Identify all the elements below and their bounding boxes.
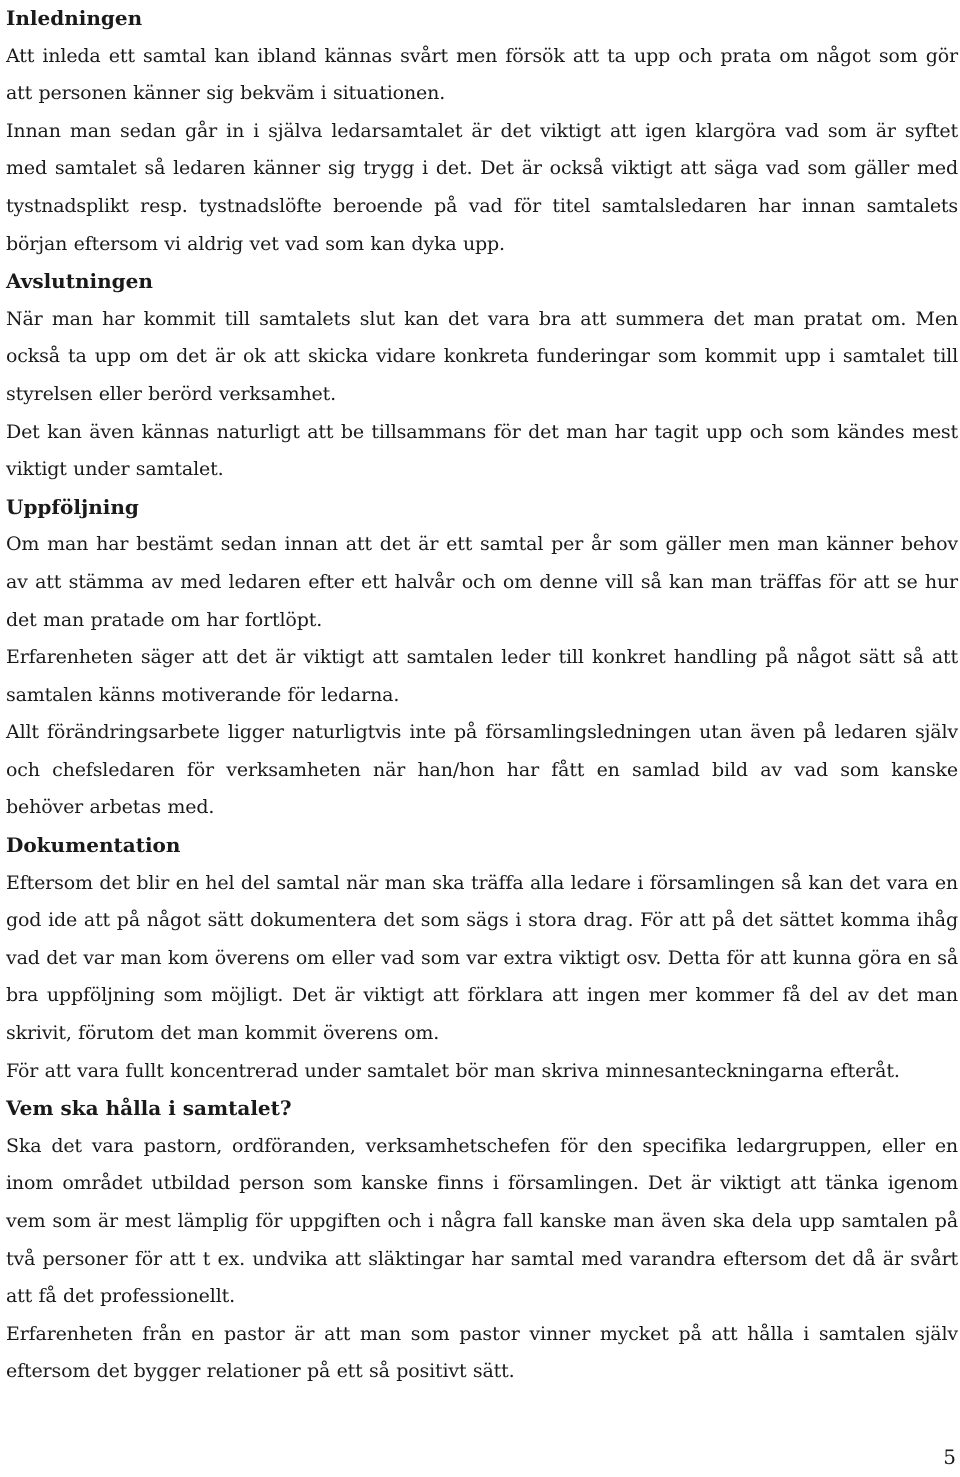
section-uppfoljning: [6, 489, 958, 827]
document-page: [6, 0, 958, 1391]
section-heading: Inledningen: [6, 6, 143, 30]
section-heading: Avslutningen: [6, 269, 153, 294]
section-heading: Dokumentation: [6, 833, 181, 858]
paragraph: Om man har bestämt sedan innan att det är ett samtal per år som gäller men man känner behov av att stämma av med ledaren efter ett halvår och om denne vill så kan man träffas för att se hur det man pratade om har fortlöpt.: [6, 533, 958, 631]
paragraph: Eftersom det blir en hel del samtal när man ska träffa alla ledare i församlingen så kan det vara en god ide att på något sätt dokumentera det som sägs i stora drag. För att på det sättet komma ihåg vad det var man kom överens om eller vad som var extra viktigt osv. Detta för att kunna göra en så bra uppföljning som möjligt. Det är viktigt att förklara att ingen mer kommer få del av det man skrivit, förutom det man kommit överens om.: [6, 871, 958, 1045]
page-number: 5: [943, 1445, 956, 1469]
paragraph: Allt förändringsarbete ligger naturligtvis inte på församlingsledningen utan även på ledaren själv och chefsledaren för verksamheten när han/hon har fått en samlad bild av vad som kanske behöver arbetas med.: [6, 721, 958, 819]
section-heading: Uppföljning: [6, 494, 139, 519]
section-vem-ska-halla-i-samtalet: [6, 1090, 958, 1391]
paragraph: Ska det vara pastorn, ordföranden, verksamhetschefen för den specifika ledargruppen, eller en inom området utbildad person som kanske finns i församlingen. Det är viktigt att tänka igenom vem som är mest lämplig för uppgiften och i några fall kanske man även ska dela upp samtalen på två personer för att t ex. undvika att släktingar har samtal med varandra eftersom det då är svårt att få det professionellt.: [6, 1134, 958, 1308]
paragraph: Erfarenheten säger att det är viktigt att samtalen leder till konkret handling på något sätt så att samtalen känns motiverande för ledarna.: [6, 646, 958, 706]
section-dokumentation: [6, 827, 958, 1090]
paragraph: Det kan även kännas naturligt att be tillsammans för det man har tagit upp och som kändes mest viktigt under samtalet.: [6, 420, 958, 481]
section-heading: Vem ska hålla i samtalet?: [6, 1096, 292, 1121]
paragraph: När man har kommit till samtalets slut kan det vara bra att summera det man pratat om. Men också ta upp om det är ok att skicka vidare konkreta funderingar som kommit upp i samtalet till styrelsen eller berörd verksamhet.: [6, 307, 958, 405]
section-inledningen: [6, 0, 958, 263]
paragraph: Att inleda ett samtal kan ibland kännas svårt men försök att ta upp och prata om något som gör att personen känner sig bekväm i situationen.: [6, 44, 958, 105]
paragraph: Erfarenheten från en pastor är att man som pastor vinner mycket på att hålla i samtalen själv eftersom det bygger relationer på ett så positivt sätt.: [6, 1322, 958, 1383]
paragraph: Innan man sedan går in i själva ledarsamtalet är det viktigt att igen klargöra vad som är syftet med samtalet så ledaren känner sig trygg i det. Det är också viktigt att säga vad som gäller med tystnadsplikt resp. tystnadslöfte beroende på vad för titel samtalsledaren har innan samtalets början eftersom vi aldrig vet vad som kan dyka upp.: [6, 119, 958, 255]
section-avslutningen: [6, 263, 958, 489]
paragraph: För att vara fullt koncentrerad under samtalet bör man skriva minnesanteckningarna efteråt.: [6, 1059, 900, 1082]
